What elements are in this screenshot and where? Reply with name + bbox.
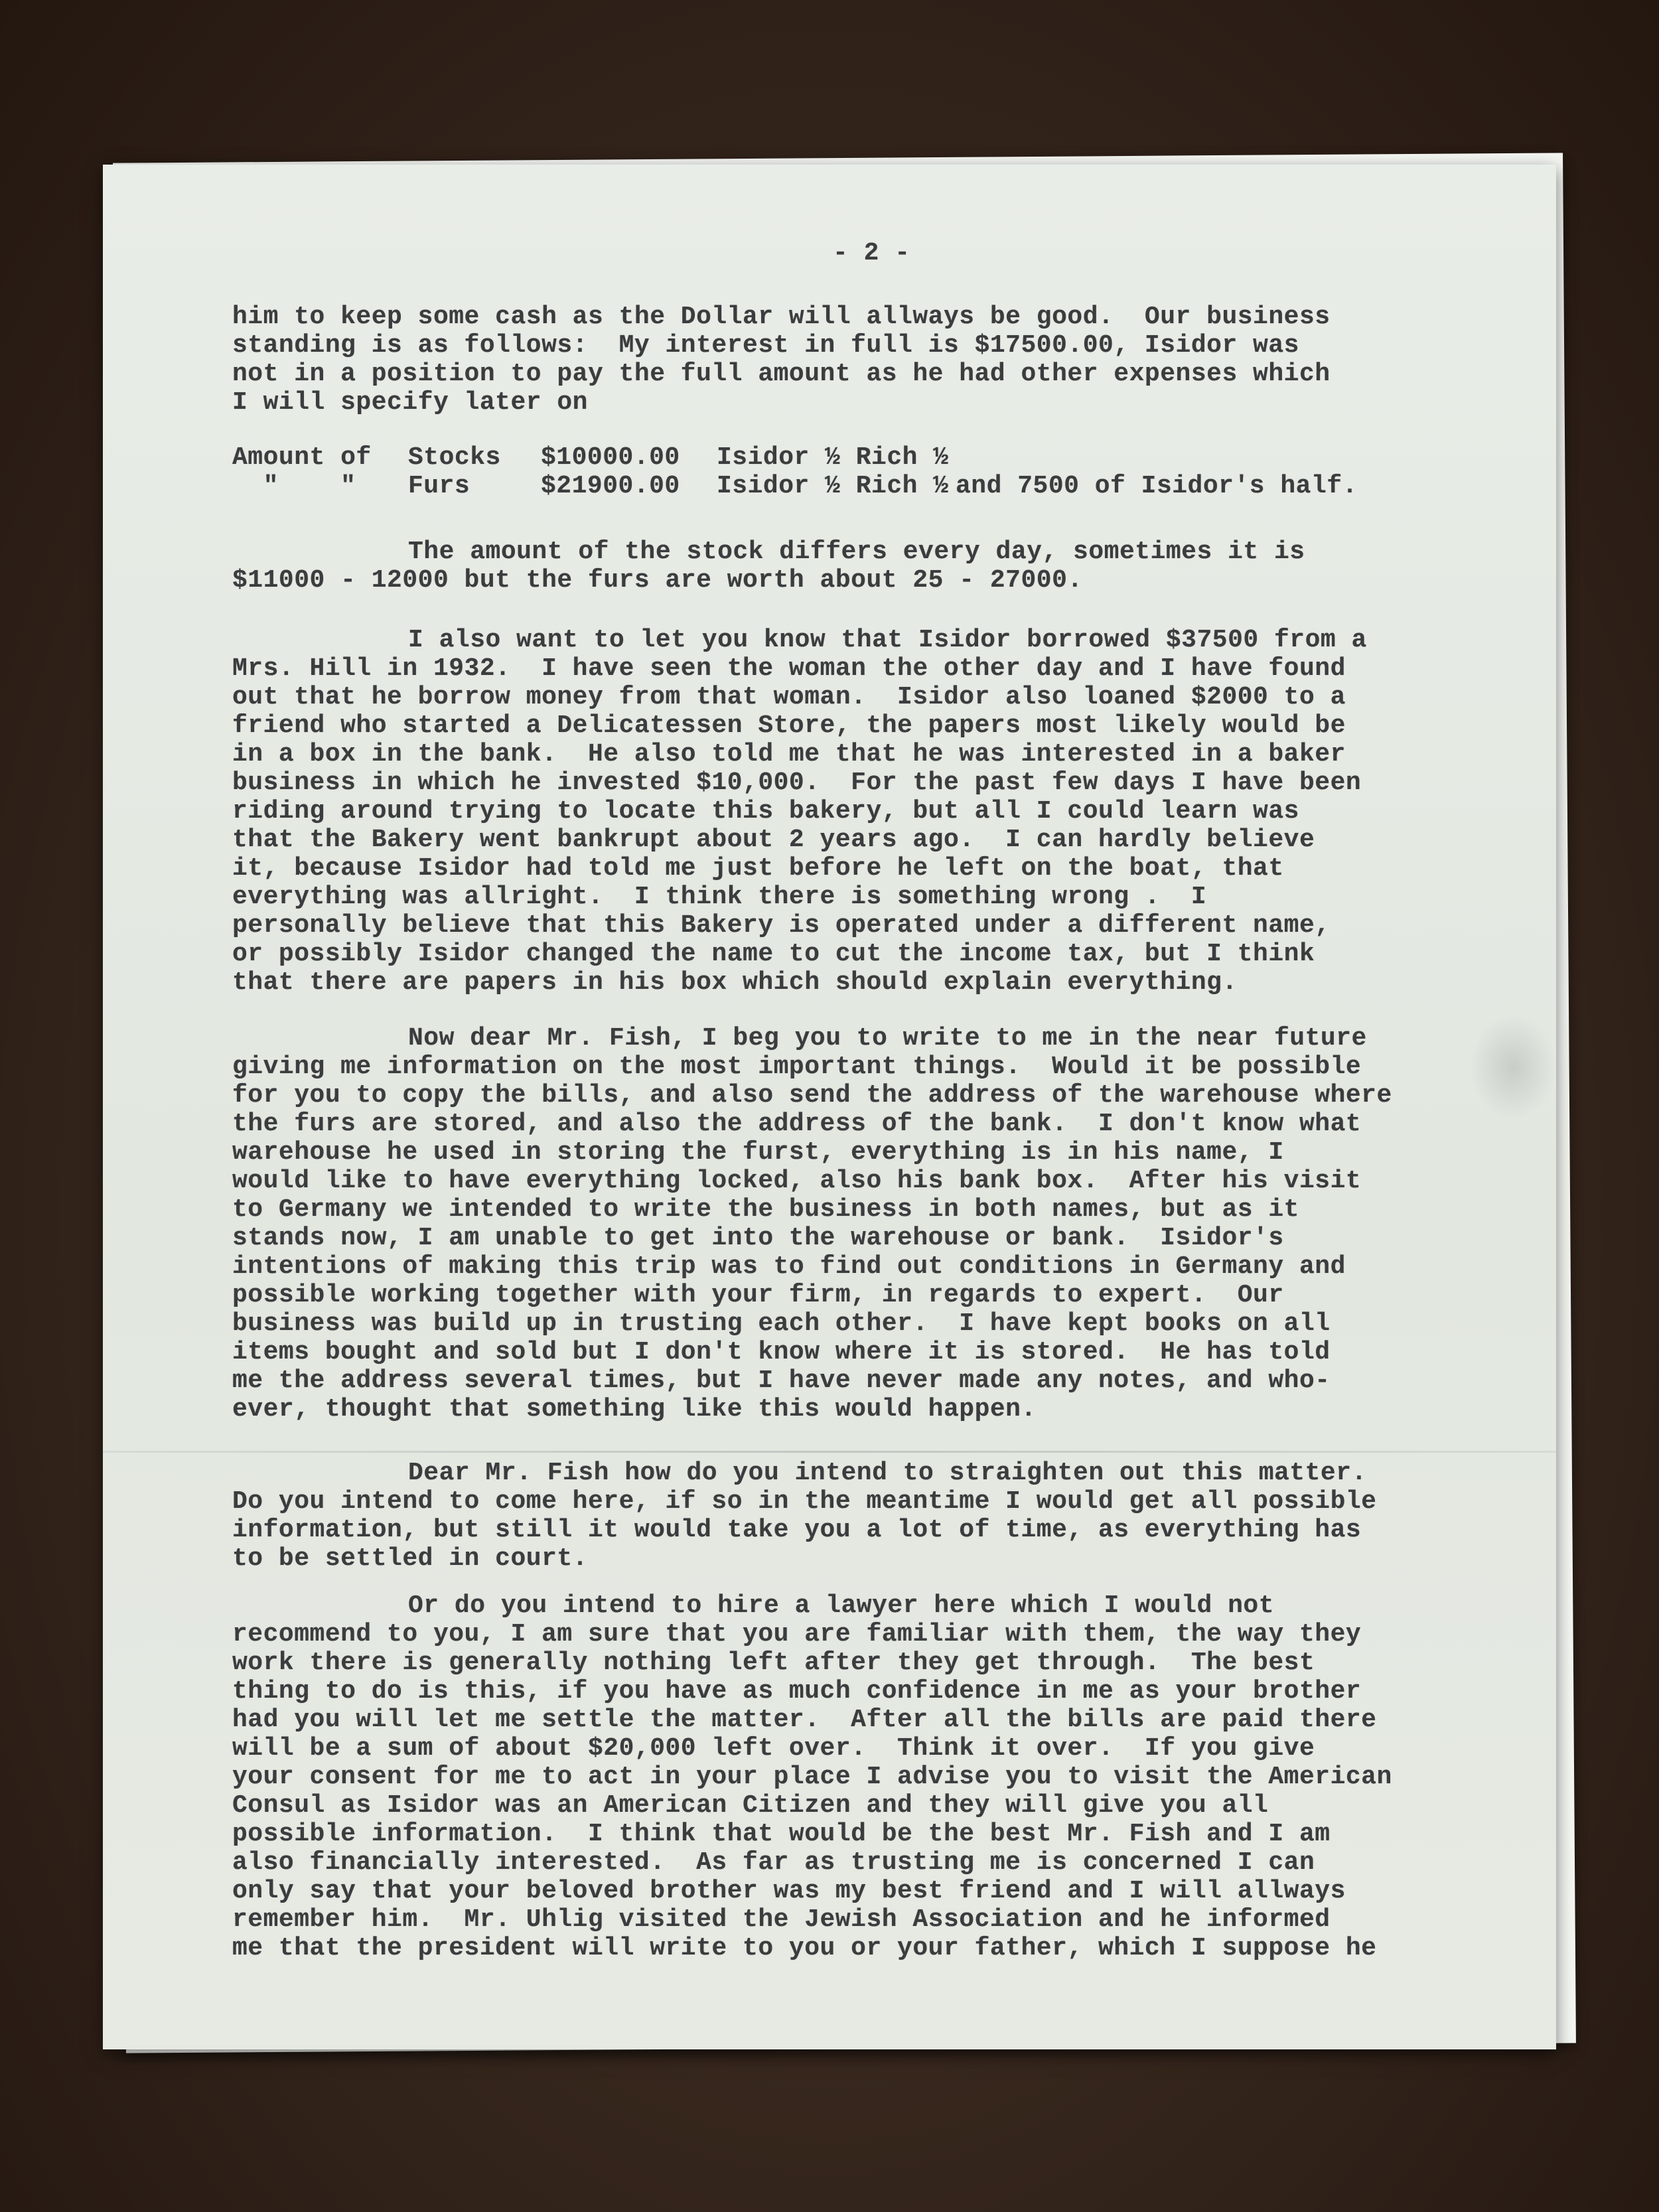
text-line: standing is as follows: My interest in full is $17500.00, Isidor was <box>232 331 1299 360</box>
text-line: $11000 - 12000 but the furs are worth about 25 - 27000. <box>232 566 1083 595</box>
text-line: possible working together with your firm, in regards to expert. Our <box>232 1281 1284 1309</box>
text-line: recommend to you, I am sure that you are familiar with them, the way they <box>232 1620 1362 1649</box>
text-line: The amount of the stock differs every day, sometimes it is <box>408 538 1305 566</box>
text-line: for you to copy the bills, and also send the address of the warehouse where <box>232 1081 1392 1110</box>
text-line: thing to do is this, if you have as much confidence in me as your brother <box>232 1677 1362 1706</box>
row-note: and 7500 of Isidor's half. <box>956 472 1358 500</box>
text-line: Dear Mr. Fish how do you intend to straighten out this matter. <box>408 1459 1367 1487</box>
text-line: Consul as Isidor was an American Citizen and they will give you all <box>232 1791 1269 1820</box>
row-split: Isidor ½ Rich ½ <box>717 472 949 500</box>
text-line: items bought and sold but I don't know where it is stored. He has told <box>232 1338 1331 1366</box>
paragraph-lawyer-advice <box>232 1591 1533 1962</box>
text-line: to Germany we intended to write the business in both names, but as it <box>232 1195 1299 1224</box>
text-line: or possibly Isidor changed the name to cut the income tax, but I think <box>232 940 1315 968</box>
text-line: personally believe that this Bakery is operated under a different name, <box>232 911 1331 940</box>
text-line: intentions of making this trip was to find out conditions in Germany and <box>232 1252 1346 1281</box>
table-row-stocks <box>232 443 1533 472</box>
text-line: possible information. I think that would be the best Mr. Fish and I am <box>232 1820 1331 1848</box>
text-line: ever, thought that something like this would happen. <box>232 1395 1037 1424</box>
text-line: stands now, I am unable to get into the warehouse or bank. Isidor's <box>232 1224 1284 1252</box>
row-amount: $10000.00 <box>541 443 680 472</box>
text-line: remember him. Mr. Uhlig visited the Jewish Association and he informed <box>232 1905 1331 1934</box>
paragraph-stock-value <box>232 538 1533 595</box>
text-line: warehouse he used in storing the furst, everything is in his name, I <box>232 1138 1284 1167</box>
text-line: I also want to let you know that Isidor borrowed $37500 from a <box>408 626 1367 654</box>
text-line: also financially interested. As far as trusting me is concerned I can <box>232 1848 1315 1877</box>
row-item: Stocks <box>408 443 501 472</box>
holdings-table <box>232 443 1533 500</box>
paragraph-borrowing <box>232 626 1533 997</box>
row-item: Furs <box>408 472 470 500</box>
text-line: that the Bakery went bankrupt about 2 years ago. I can hardly believe <box>232 826 1315 854</box>
row-split: Isidor ½ Rich ½ <box>717 443 949 472</box>
table-row-furs <box>232 472 1533 500</box>
row-amount: $21900.00 <box>541 472 680 500</box>
text-line: your consent for me to act in your place I advise you to visit the American <box>232 1763 1392 1791</box>
text-line: had you will let me settle the matter. After all the bills are paid there <box>232 1706 1377 1734</box>
text-line: not in a position to pay the full amount as he had other expenses which <box>232 360 1331 388</box>
text-line: me that the president will write to you or your father, which I suppose he <box>232 1934 1377 1962</box>
text-line: giving me information on the most important things. Would it be possible <box>232 1053 1362 1081</box>
letter-page <box>103 165 1556 2049</box>
text-line: will be a sum of about $20,000 left over. Think it over. If you give <box>232 1734 1315 1763</box>
row-label: " " <box>232 472 356 500</box>
paragraph-business-standing <box>232 303 1533 417</box>
text-line: information, but still it would take you a lot of time, as everything has <box>232 1516 1362 1544</box>
text-line: friend who started a Delicatessen Store, the papers most likely would be <box>232 711 1346 740</box>
text-line: that there are papers in his box which should explain everything. <box>232 968 1238 997</box>
text-line: him to keep some cash as the Dollar will allways be good. Our business <box>232 303 1331 331</box>
text-line: Mrs. Hill in 1932. I have seen the woman the other day and I have found <box>232 654 1346 683</box>
text-line: everything was allright. I think there is something wrong . I <box>232 883 1207 911</box>
text-line: work there is generally nothing left after they get through. The best <box>232 1649 1315 1677</box>
text-line: to be settled in court. <box>232 1544 588 1573</box>
text-line: Do you intend to come here, if so in the meantime I would get all possible <box>232 1487 1377 1516</box>
paper-fold-crease <box>103 1451 1556 1453</box>
page-number: - 2 - <box>833 239 910 267</box>
text-line: Now dear Mr. Fish, I beg you to write to me in the near future <box>408 1024 1367 1053</box>
text-line: only say that your beloved brother was my best friend and I will allways <box>232 1877 1346 1905</box>
text-line: out that he borrow money from that woman. Isidor also loaned $2000 to a <box>232 683 1346 711</box>
text-line: business was build up in trusting each other. I have kept books on all <box>232 1309 1331 1338</box>
text-line: Or do you intend to hire a lawyer here which I would not <box>408 1591 1275 1620</box>
text-line: would like to have everything locked, also his bank box. After his visit <box>232 1167 1362 1195</box>
text-line: riding around trying to locate this bakery, but all I could learn was <box>232 797 1299 826</box>
text-line: I will specify later on <box>232 388 588 417</box>
text-line: in a box in the bank. He also told me that he was interested in a baker <box>232 740 1346 769</box>
text-line: business in which he invested $10,000. For the past few days I have been <box>232 769 1362 797</box>
row-label: Amount of <box>232 443 372 472</box>
paragraph-request <box>232 1024 1533 1424</box>
text-line: it, because Isidor had told me just before he left on the boat, that <box>232 854 1284 883</box>
text-line: me the address several times, but I have never made any notes, and who- <box>232 1366 1331 1395</box>
paragraph-straighten-out <box>232 1459 1533 1573</box>
text-line: the furs are stored, and also the address of the bank. I don't know what <box>232 1110 1362 1138</box>
